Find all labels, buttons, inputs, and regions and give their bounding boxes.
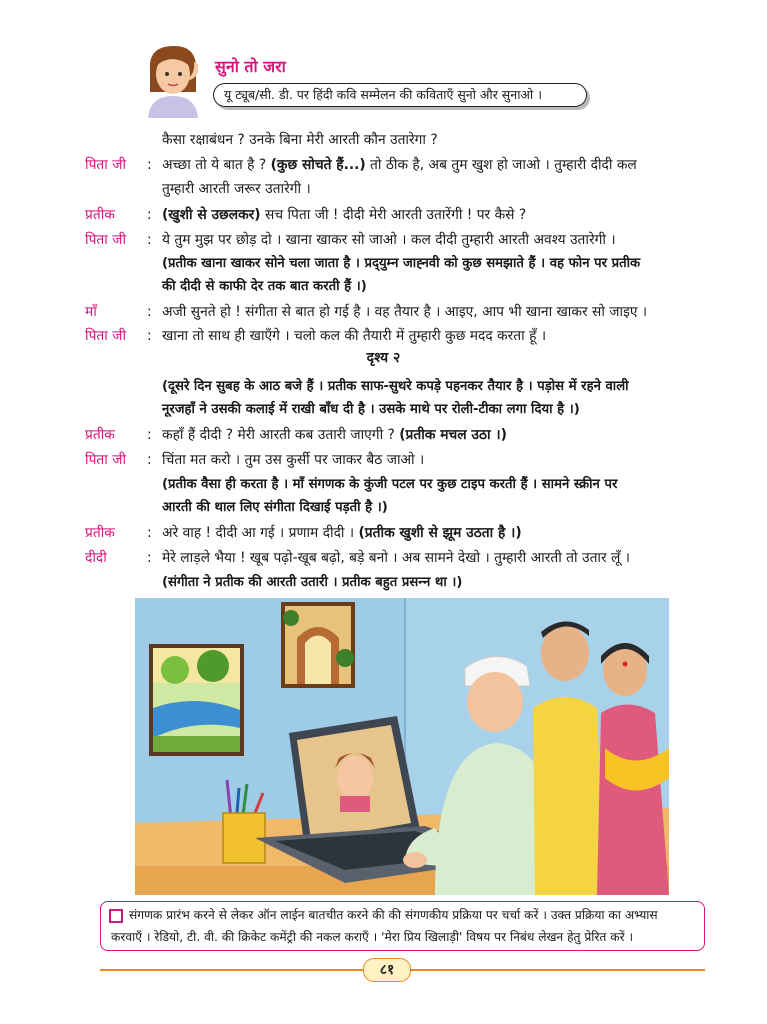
section-instruction: यू ट्यूब/सी. डी. पर हिंदी कवि सम्मेलन की कविताएँ सुनो और सुनाओ । (213, 83, 587, 107)
activity-text-line2: करवाएँ । रेडियो, टी. वी. की क्रिकेट कमेंट्री की नकल कराएँ । 'मेरा प्रिय खिलाड़ी' विषय पर निबंध लेखन हेतु प्रेरित करें । (111, 930, 634, 944)
dialogue-text: कहाँ हैं दीदी ? मेरी आरती कब उतारी जाएगी ? (162, 427, 400, 443)
dialogue-text: अरे वाह ! दीदी आ गई । प्रणाम दीदी । (162, 525, 359, 541)
speaker-label: पिता जी (85, 328, 127, 344)
stage-direction: (प्रतीक मचल उठा ।) (399, 427, 507, 443)
listening-girl-icon (138, 40, 208, 118)
speaker-label: प्रतीक (85, 427, 115, 443)
dialogue-text: सच पिता जी ! दीदी मेरी आरती उतारेंगी ! पर कैसे ? (260, 207, 527, 223)
stage-direction: की दीदी से काफी देर तक बात करती हैं ।) (162, 279, 367, 294)
dialogue-text: अजी सुनते हो ! संगीता से बात हो गई है । वह तैयार है । आइए, आप भी खाना खाकर सो जाइए । (162, 304, 648, 320)
page-number: ८१ (363, 958, 411, 982)
stage-direction: (कुछ सोचते हैं...) (270, 157, 366, 173)
dialogue-text: अच्छा तो ये बात है ? (162, 157, 271, 173)
speaker-label: प्रतीक (85, 207, 115, 223)
stage-direction: (प्रतीक वैसा ही करता है । माँ संगणक के कुंजी पटल पर कुछ टाइप करती हैं । सामने स्क्रीन पर (162, 477, 618, 492)
activity-text-line1: संगणक प्रारंभ करने से लेकर ऑन लाईन बातचीत करने की की संगणकीय प्रक्रिया पर चर्चा करें । उक्त प्रक्रिया का अभ्यास (129, 908, 658, 922)
dialogue-text: कैसा रक्षाबंधन ? उनके बिना मेरी आरती कौन उतारेगा ? (162, 132, 438, 148)
dialogue-text: तुम्हारी आरती जरूर उतारेगी । (162, 181, 311, 197)
stage-direction: आरती की थाल लिए संगीता दिखाई पड़ती है ।) (162, 500, 388, 515)
stage-direction: (प्रतीक खाना खाकर सोने चला जाता है । प्रद्‍युम्न जाह्‍नवी को कुछ समझाते हैं । वह फोन पर प्रतीक (162, 256, 641, 271)
speaker-label: दीदी (85, 550, 107, 566)
stage-direction: (प्रतीक खुशी से झूम उठता है ।) (358, 525, 522, 541)
section-title: सुनो तो जरा (215, 57, 286, 76)
stage-direction: (संगीता ने प्रतीक की आरती उतारी । प्रतीक बहुत प्रसन्‍न था ।) (162, 575, 463, 590)
river-painting (149, 644, 244, 756)
speaker-label: पिता जी (85, 157, 127, 173)
archway-painting (281, 602, 355, 688)
stage-direction: (खुशी से उछलकर) (162, 207, 261, 223)
stage-direction: नूरजहाँ ने उसकी कलाई में राखी बाँध दी है । उसके माथे पर रोली-टीका लगा दिया है ।) (162, 402, 580, 417)
dialogue-text: मेरे लाड़ले भैया ! खूब पढ़ो-खूब बढ़ो, बड़े बनो । अब सामने देखो । तुम्हारी आरती तो उतार लूँ । (162, 550, 631, 566)
checkbox-bullet-icon (109, 909, 123, 923)
speaker-label: पिता जी (85, 452, 127, 468)
dialogue-text: तो ठीक है, अब तुम खुश हो जाओ । तुम्हारी दीदी कल (365, 157, 637, 173)
dialogue-text: चिंता मत करो । तुम उस कुर्सी पर जाकर बैठ जाओ । (162, 452, 425, 468)
stage-direction: (दूसरे दिन सुबह के आठ बजे हैं । प्रतीक साफ-सुथरे कपड़े पहनकर तैयार है । पड़ोस में रहने वाली (162, 379, 629, 394)
dialogue-text: खाना तो साथ ही खाएँगे । चलो कल की तैयारी में तुम्हारी कुछ मदद करता हूँ । (162, 328, 547, 344)
family-video-call-illustration (135, 598, 669, 895)
speaker-label: माँ (85, 304, 97, 320)
activity-box (100, 901, 705, 951)
speaker-label: प्रतीक (85, 525, 115, 541)
scene-heading: दृश्य २ (366, 350, 401, 366)
dialogue-text: ये तुम मुझ पर छोड़ दो । खाना खाकर सो जाओ । कल दीदी तुम्हारी आरती अवश्य उतारेगी । (162, 232, 616, 248)
speaker-label: पिता जी (85, 232, 127, 248)
